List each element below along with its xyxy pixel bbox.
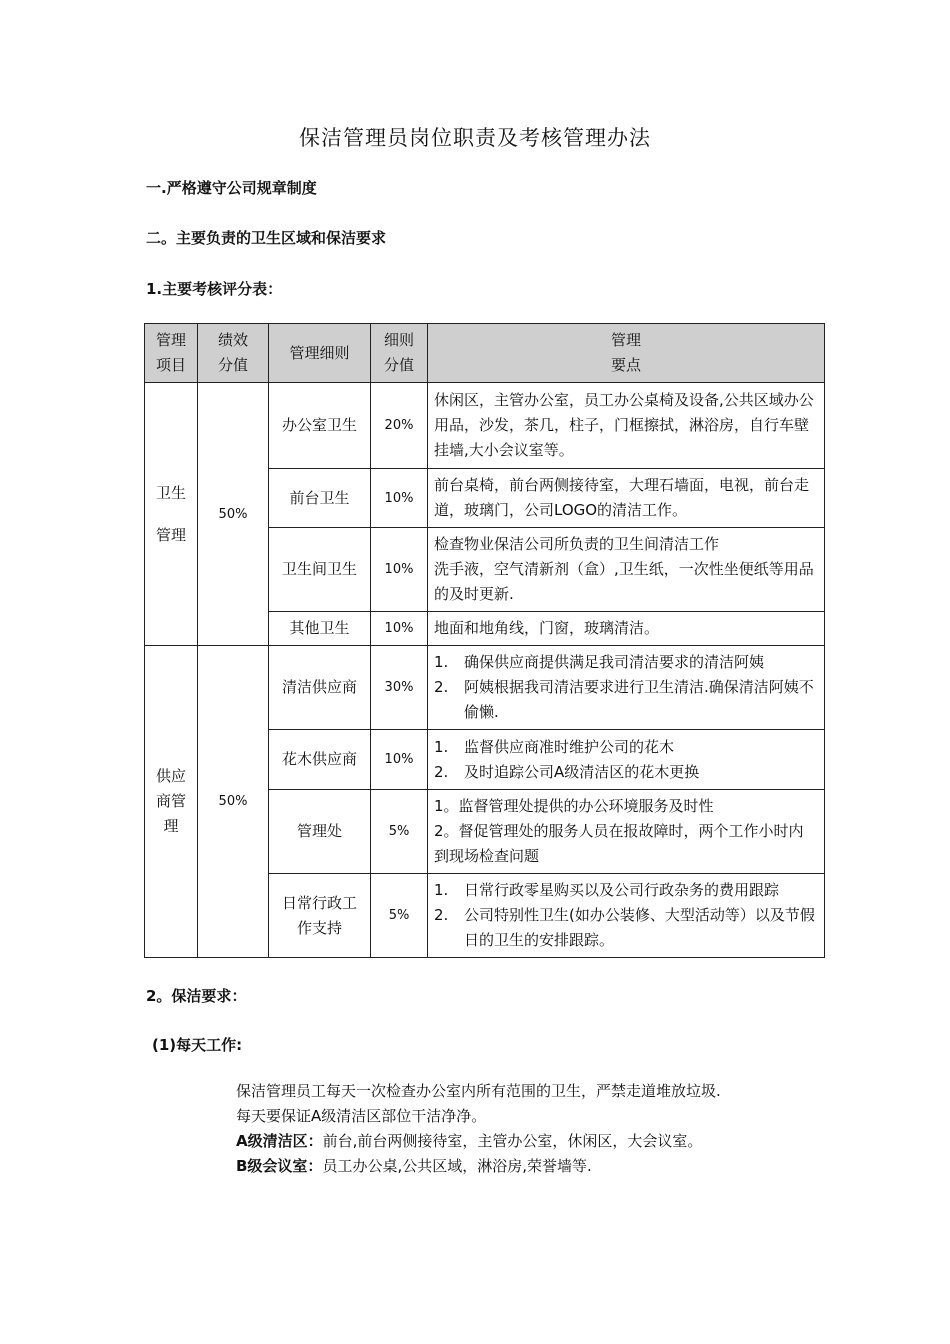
subheading-score-table: 1.主要考核评分表：: [146, 280, 283, 298]
list-item: 1. 日常行政零星购买以及公司行政杂务的费用跟踪: [434, 881, 780, 899]
detail-points: 休闲区，主管办公室，员工办公桌椅及设备,公共区域办公用品，沙发，茶几，柱子，门框擦拭，淋浴房，自行车壁挂墙,大小会议室等。: [428, 383, 825, 469]
table-row: [145, 646, 825, 730]
header-performance-score: 绩效 分值: [198, 324, 269, 383]
b-grade-label: B级会议室：: [236, 1157, 323, 1175]
list-item: 1. 确保供应商提供满足我司清洁要求的清洁阿姨: [434, 653, 765, 671]
a-grade-text: 前台,前台两侧接待室，主管办公室，休闲区，大会议室。: [322, 1132, 703, 1150]
detail-score: 20%: [371, 383, 428, 469]
detail-score: 10%: [371, 528, 428, 612]
daily-a-grade: [236, 1129, 836, 1154]
daily-line-2: 每天要保证A级清洁区部位干洁净净。: [236, 1107, 487, 1125]
detail-points: 检查物业保洁公司所负责的卫生间清洁工作 洗手液，空气清新剂（盒）,卫生纸，一次性坐便纸等用品的及时更新.: [428, 528, 825, 612]
header-key-points: 管理 要点: [428, 324, 825, 383]
detail-name: 办公室卫生: [269, 383, 371, 469]
detail-name: 卫生间卫生: [269, 528, 371, 612]
a-grade-label: A级清洁区：: [236, 1132, 323, 1150]
daily-line-1: 保洁管理员工每天一次检查办公室内所有范围的卫生，严禁走道堆放垃圾.: [236, 1082, 721, 1100]
b-grade-text: 员工办公桌,公共区域，淋浴房,荣誉墙等.: [322, 1157, 592, 1175]
detail-name: 其他卫生: [269, 612, 371, 646]
detail-score: 5%: [371, 790, 428, 874]
detail-points: [428, 874, 825, 958]
list-item: 2. 公司特别性卫生(如办公装修、大型活动等）以及节假日的卫生的安排跟踪。: [434, 906, 815, 949]
detail-score: 10%: [371, 469, 428, 528]
detail-score: 10%: [371, 730, 428, 790]
detail-points: [428, 730, 825, 790]
score-table: [144, 323, 825, 958]
list-item: 1. 监督供应商准时维护公司的花木: [434, 737, 675, 756]
subheading-cleaning-requirements: 2。保洁要求：: [146, 987, 247, 1005]
detail-name: 管理处: [269, 790, 371, 874]
detail-name: 清洁供应商: [269, 646, 371, 730]
daily-work-text: [236, 1079, 836, 1179]
detail-name: 日常行政工 作支持: [269, 874, 371, 958]
detail-points: 前台桌椅，前台两侧接待室，大理石墙面，电视，前台走道，玻璃门，公司LOGO的清洁工作。: [428, 469, 825, 528]
detail-name: 前台卫生: [269, 469, 371, 528]
table-row: [145, 383, 825, 469]
subheading-daily-work: (1)每天工作:: [152, 1036, 243, 1054]
detail-score: 5%: [371, 874, 428, 958]
detail-score: 30%: [371, 646, 428, 730]
list-item: 2. 阿姨根据我司清洁要求进行卫生清洁.确保清洁阿姨不偷懒.: [434, 678, 814, 721]
header-management-detail: 管理细则: [269, 324, 371, 383]
detail-points: [428, 646, 825, 730]
group-supplier-score: 50%: [198, 646, 269, 958]
group-hygiene-label: 卫生 管理: [145, 383, 198, 646]
daily-b-grade: [236, 1154, 836, 1179]
page-title: 保洁管理员岗位职责及考核管理办法: [299, 126, 651, 150]
detail-name: 花木供应商: [269, 730, 371, 790]
group-supplier-label: 供应 商管 理: [145, 646, 198, 958]
header-detail-score: 细则 分值: [371, 324, 428, 383]
section-heading-1: 一.严格遵守公司规章制度: [146, 179, 317, 197]
header-management-item: 管理 项目: [145, 324, 198, 383]
list-item: 2. 及时追踪公司A级清洁区的花木更换: [434, 762, 700, 781]
detail-score: 10%: [371, 612, 428, 646]
detail-points: 地面和地角线，门窗，玻璃清洁。: [428, 612, 825, 646]
group-hygiene-score: 50%: [198, 383, 269, 646]
table-header-row: [145, 324, 825, 383]
section-heading-2: 二。主要负责的卫生区域和保洁要求: [146, 229, 387, 247]
detail-points: 1。监督管理处提供的办公环境服务及时性 2。督促管理处的服务人员在报故障时，两个工作小时内到现场检查问题: [428, 790, 825, 874]
